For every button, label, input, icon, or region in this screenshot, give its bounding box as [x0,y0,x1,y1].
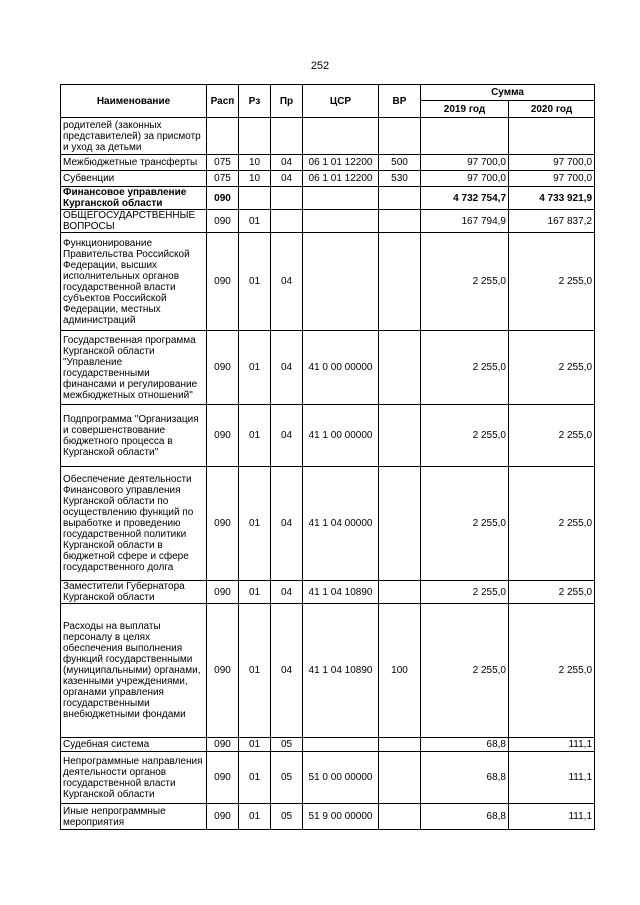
budget-table [60,84,595,830]
cell-y2020: 111,1 [509,752,595,804]
cell-rz: 01 [239,738,271,752]
cell-rasp: 075 [207,171,239,187]
cell-rasp: 090 [207,581,239,604]
cell-rz: 01 [239,604,271,738]
cell-y2020: 4 733 921,9 [509,187,595,210]
header-name: Наименование [61,85,207,118]
cell-name: Подпрограмма "Организация и совершенствование бюджетного процесса в Курганской области" [61,405,207,467]
cell-pr [271,118,303,155]
cell-rasp: 090 [207,187,239,210]
cell-pr: 04 [271,171,303,187]
cell-vr: 530 [379,171,421,187]
cell-pr: 05 [271,804,303,830]
table-row [61,405,595,467]
cell-name: Расходы на выплаты персоналу в целях обеспечения выполнения функций государственными (муниципальными) органами, казенными учреждениями, органами управления государственными внебюджетными фондами [61,604,207,738]
cell-rasp: 090 [207,467,239,581]
cell-pr: 04 [271,467,303,581]
cell-y2019: 167 794,9 [421,210,509,233]
cell-csr: 51 0 00 00000 [303,752,379,804]
cell-csr [303,118,379,155]
cell-rz [239,187,271,210]
cell-csr: 41 1 00 00000 [303,405,379,467]
cell-y2019: 2 255,0 [421,467,509,581]
cell-y2020: 2 255,0 [509,467,595,581]
cell-rz: 01 [239,210,271,233]
cell-rz: 01 [239,581,271,604]
cell-csr [303,738,379,752]
cell-pr: 05 [271,738,303,752]
cell-csr: 51 9 00 00000 [303,804,379,830]
cell-rz [239,118,271,155]
cell-name: Субвенции [61,171,207,187]
cell-csr [303,210,379,233]
cell-y2020: 97 700,0 [509,155,595,171]
cell-rz: 01 [239,405,271,467]
table-row [61,738,595,752]
table-row [61,752,595,804]
cell-csr: 41 1 04 10890 [303,581,379,604]
cell-rz: 10 [239,171,271,187]
cell-y2019: 2 255,0 [421,604,509,738]
cell-rasp: 090 [207,405,239,467]
cell-csr: 41 1 04 10890 [303,604,379,738]
cell-pr: 05 [271,752,303,804]
cell-rasp: 090 [207,331,239,405]
cell-name: Иные непрограммные мероприятия [61,804,207,830]
cell-name: родителей (законных представителей) за присмотр и уход за детьми [61,118,207,155]
cell-name: Судебная система [61,738,207,752]
cell-y2020 [509,118,595,155]
cell-rasp: 075 [207,155,239,171]
cell-rasp [207,118,239,155]
cell-y2020: 111,1 [509,804,595,830]
header-csr: ЦСР [303,85,379,118]
cell-name: Финансовое управление Курганской области [61,187,207,210]
header-rz: Рз [239,85,271,118]
cell-vr [379,331,421,405]
table-row [61,171,595,187]
cell-vr: 500 [379,155,421,171]
cell-vr [379,581,421,604]
table-row [61,581,595,604]
table-row [61,187,595,210]
cell-y2020: 2 255,0 [509,604,595,738]
table-row [61,233,595,331]
cell-y2020: 167 837,2 [509,210,595,233]
cell-pr [271,210,303,233]
cell-y2019: 2 255,0 [421,331,509,405]
cell-vr [379,233,421,331]
cell-vr [379,752,421,804]
cell-rz: 01 [239,233,271,331]
cell-y2019: 68,8 [421,804,509,830]
cell-name: ОБЩЕГОСУДАРСТВЕННЫЕ ВОПРОСЫ [61,210,207,233]
cell-y2019: 2 255,0 [421,233,509,331]
table-row [61,331,595,405]
cell-rz: 01 [239,331,271,405]
header-2020: 2020 год [509,101,595,118]
cell-csr: 06 1 01 12200 [303,171,379,187]
cell-name: Межбюджетные трансферты [61,155,207,171]
cell-name: Непрограммные направления деятельности органов государственной власти Курганской области [61,752,207,804]
cell-vr [379,405,421,467]
cell-name: Заместители Губернатора Курганской области [61,581,207,604]
cell-rasp: 090 [207,738,239,752]
cell-pr: 04 [271,331,303,405]
cell-y2019: 4 732 754,7 [421,187,509,210]
header-rasp: Расп [207,85,239,118]
cell-vr [379,467,421,581]
cell-y2020: 111,1 [509,738,595,752]
header-vr: ВР [379,85,421,118]
cell-rz: 01 [239,752,271,804]
table-body [61,118,595,830]
cell-vr [379,118,421,155]
cell-vr [379,804,421,830]
cell-csr [303,187,379,210]
cell-name: Функционирование Правительства Российской Федерации, высших исполнительных органов государственной власти субъектов Российской Федерации, местных администраций [61,233,207,331]
cell-rz: 10 [239,155,271,171]
cell-csr: 41 1 04 00000 [303,467,379,581]
cell-name: Государственная программа Курганской области "Управление государственными финансами и регулирование межбюджетных отношений" [61,331,207,405]
cell-vr [379,210,421,233]
table-row [61,155,595,171]
cell-vr [379,187,421,210]
cell-rasp: 090 [207,210,239,233]
page-number: 252 [310,60,330,72]
cell-rz: 01 [239,467,271,581]
cell-y2019: 2 255,0 [421,405,509,467]
header-2019: 2019 год [421,101,509,118]
cell-y2020: 2 255,0 [509,405,595,467]
cell-y2019: 68,8 [421,752,509,804]
cell-vr [379,738,421,752]
cell-pr: 04 [271,581,303,604]
cell-y2019: 97 700,0 [421,171,509,187]
table-row [61,118,595,155]
cell-y2019: 68,8 [421,738,509,752]
table-row [61,804,595,830]
cell-pr: 04 [271,233,303,331]
cell-pr: 04 [271,604,303,738]
cell-pr: 04 [271,155,303,171]
cell-y2019: 2 255,0 [421,581,509,604]
cell-rz: 01 [239,804,271,830]
cell-csr [303,233,379,331]
cell-y2019 [421,118,509,155]
header-sum: Сумма [421,85,595,101]
cell-rasp: 090 [207,752,239,804]
cell-pr [271,187,303,210]
cell-rasp: 090 [207,233,239,331]
table-row [61,467,595,581]
cell-csr: 41 0 00 00000 [303,331,379,405]
cell-rasp: 090 [207,604,239,738]
cell-pr: 04 [271,405,303,467]
header-pr: Пр [271,85,303,118]
cell-y2019: 97 700,0 [421,155,509,171]
cell-rasp: 090 [207,804,239,830]
cell-y2020: 2 255,0 [509,581,595,604]
table-row [61,210,595,233]
cell-y2020: 2 255,0 [509,331,595,405]
cell-vr: 100 [379,604,421,738]
cell-csr: 06 1 01 12200 [303,155,379,171]
cell-y2020: 97 700,0 [509,171,595,187]
table-header [61,85,595,118]
table-row [61,604,595,738]
cell-name: Обеспечение деятельности Финансового управления Курганской области по осуществлению функций по выработке и проведению государственной политики Курганской области в бюджетной сфере и сфере государственного долга [61,467,207,581]
cell-y2020: 2 255,0 [509,233,595,331]
